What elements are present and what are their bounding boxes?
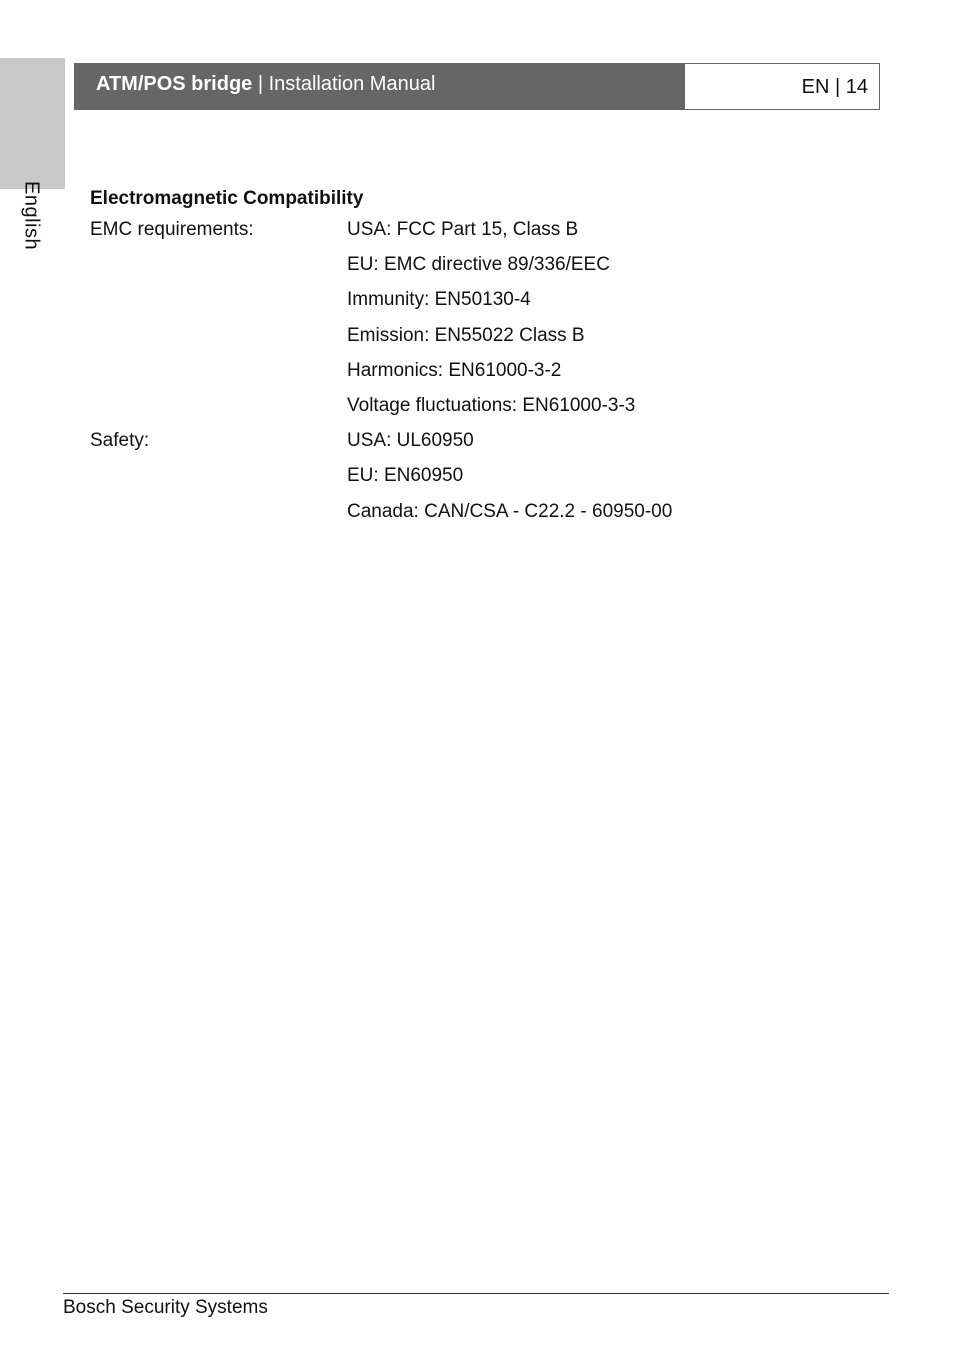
section-title: Electromagnetic Compatibility (90, 188, 364, 209)
spec-label: EMC requirements: (90, 219, 254, 240)
header-title (96, 73, 435, 96)
footer-divider (63, 1293, 889, 1294)
spec-row (90, 283, 890, 318)
page-number: EN | 14 (801, 76, 868, 98)
spec-value: USA: UL60950 (347, 430, 474, 452)
spec-value: Immunity: EN50130-4 (347, 289, 531, 311)
spec-value: USA: FCC Part 15, Class B (347, 219, 579, 240)
language-label: English (20, 181, 43, 251)
spec-value: Voltage fluctuations: EN61000-3-3 (347, 394, 636, 416)
page-number-box (685, 63, 880, 110)
spec-row (90, 459, 890, 494)
doc-type: Installation Manual (268, 73, 436, 95)
spec-value: Emission: EN55022 Class B (347, 324, 585, 346)
spec-row (90, 495, 890, 530)
header-bar (74, 63, 685, 110)
spec-value: EU: EN60950 (347, 465, 464, 487)
spec-table (90, 213, 890, 530)
spec-row (90, 354, 890, 389)
spec-row (90, 319, 890, 354)
spec-row (90, 424, 890, 459)
spec-label: Safety: (90, 430, 150, 452)
spec-value: Canada: CAN/CSA - C22.2 - 60950-00 (347, 500, 673, 522)
spec-value: EU: EMC directive 89/336/EEC (347, 254, 610, 276)
header-separator: | (252, 73, 269, 95)
spec-row (90, 389, 890, 424)
language-tab (0, 58, 65, 251)
product-name: ATM/POS bridge (96, 73, 253, 95)
spec-row (90, 213, 890, 248)
spec-value: Harmonics: EN61000-3-2 (347, 359, 562, 381)
spec-row (90, 248, 890, 283)
footer-company: Bosch Security Systems (63, 1297, 268, 1318)
